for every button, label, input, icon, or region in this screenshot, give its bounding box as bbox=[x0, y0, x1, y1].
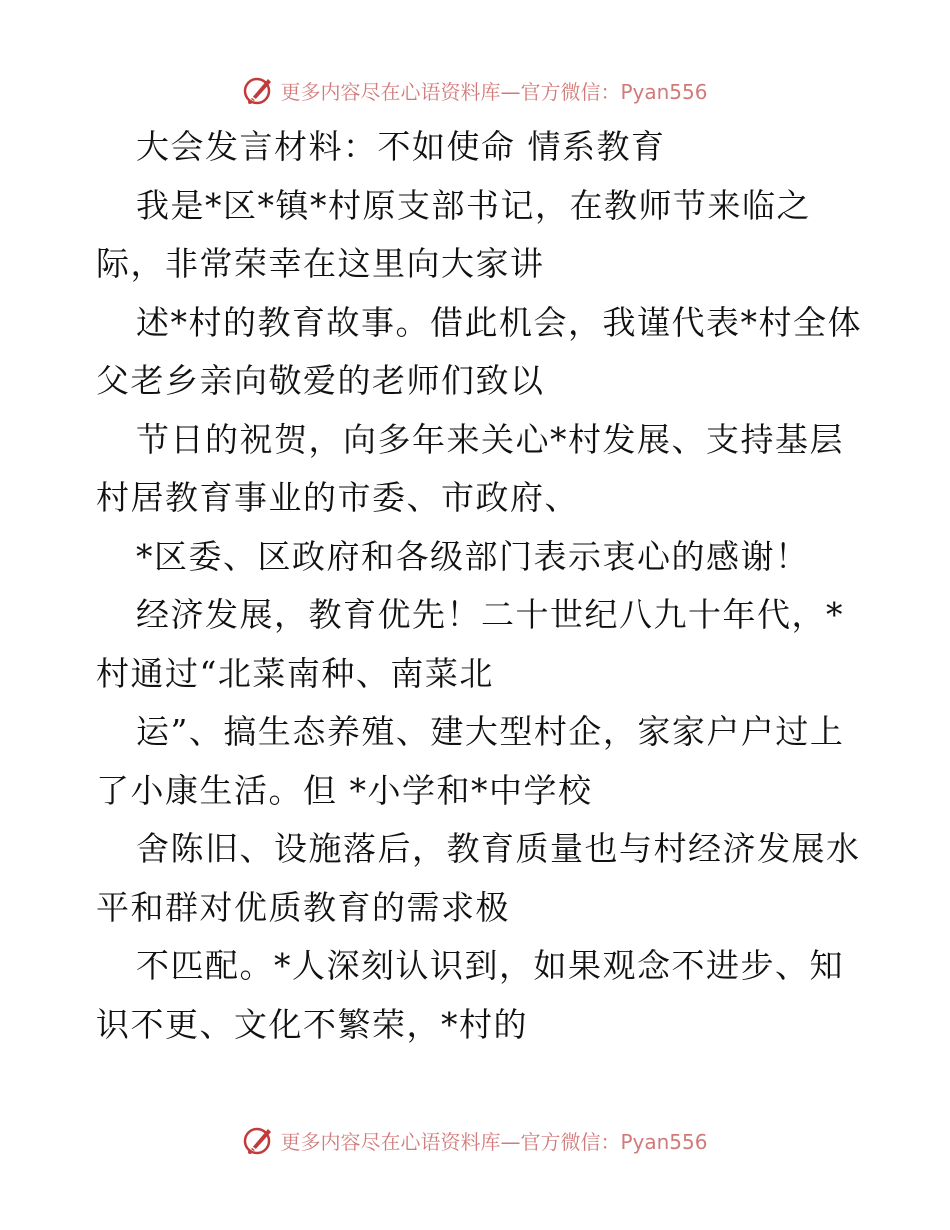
paragraph-line: 村通过“北菜南种、南菜北 bbox=[96, 653, 494, 693]
header-watermark bbox=[0, 70, 950, 110]
paragraph-line: 节日的祝贺，向多年来关心*村发展、支持基层 bbox=[136, 419, 844, 459]
footer-watermark bbox=[0, 1120, 950, 1160]
paragraph-line: 经济发展，教育优先！二十世纪八九十年代，* bbox=[136, 595, 844, 634]
quill-logo-icon bbox=[242, 1123, 276, 1157]
watermark-text: 更多内容尽在心语资料库—官方微信：Pyan556 bbox=[280, 1129, 708, 1154]
paragraph-line: 舍陈旧、设施落后，教育质量也与村经济发展水 bbox=[136, 829, 861, 868]
paragraph-line: 我是*区*镇*村原支部书记，在教师节来临之 bbox=[136, 185, 811, 225]
paragraph-line: 不匹配。*人深刻认识到，如果观念不进步、知 bbox=[136, 946, 844, 985]
paragraph-line: 识不更、文化不繁荣，*村的 bbox=[96, 1004, 528, 1044]
quill-logo-icon bbox=[242, 73, 276, 107]
paragraph-line: 了小康生活。但 *小学和*中学校 bbox=[96, 770, 593, 810]
document-body bbox=[96, 118, 862, 1054]
paragraph-line: 平和群对优质教育的需求极 bbox=[96, 887, 510, 927]
paragraph-line: 父老乡亲向敬爱的老师们致以 bbox=[96, 361, 545, 400]
paragraph-line: 述*村的教育故事。借此机会，我谨代表*村全体 bbox=[136, 302, 862, 342]
document-title: 大会发言材料：不如使命 情系教育 bbox=[136, 127, 666, 166]
paragraph-line: *区委、区政府和各级部门表示衷心的感谢！ bbox=[136, 536, 810, 576]
paragraph-line: 运”、搞生态养殖、建大型村企，家家户户过上 bbox=[136, 712, 845, 751]
watermark-text: 更多内容尽在心语资料库—官方微信：Pyan556 bbox=[280, 79, 708, 104]
paragraph-line: 村居教育事业的市委、市政府、 bbox=[96, 478, 579, 517]
paragraph-line: 际，非常荣幸在这里向大家讲 bbox=[96, 244, 545, 283]
